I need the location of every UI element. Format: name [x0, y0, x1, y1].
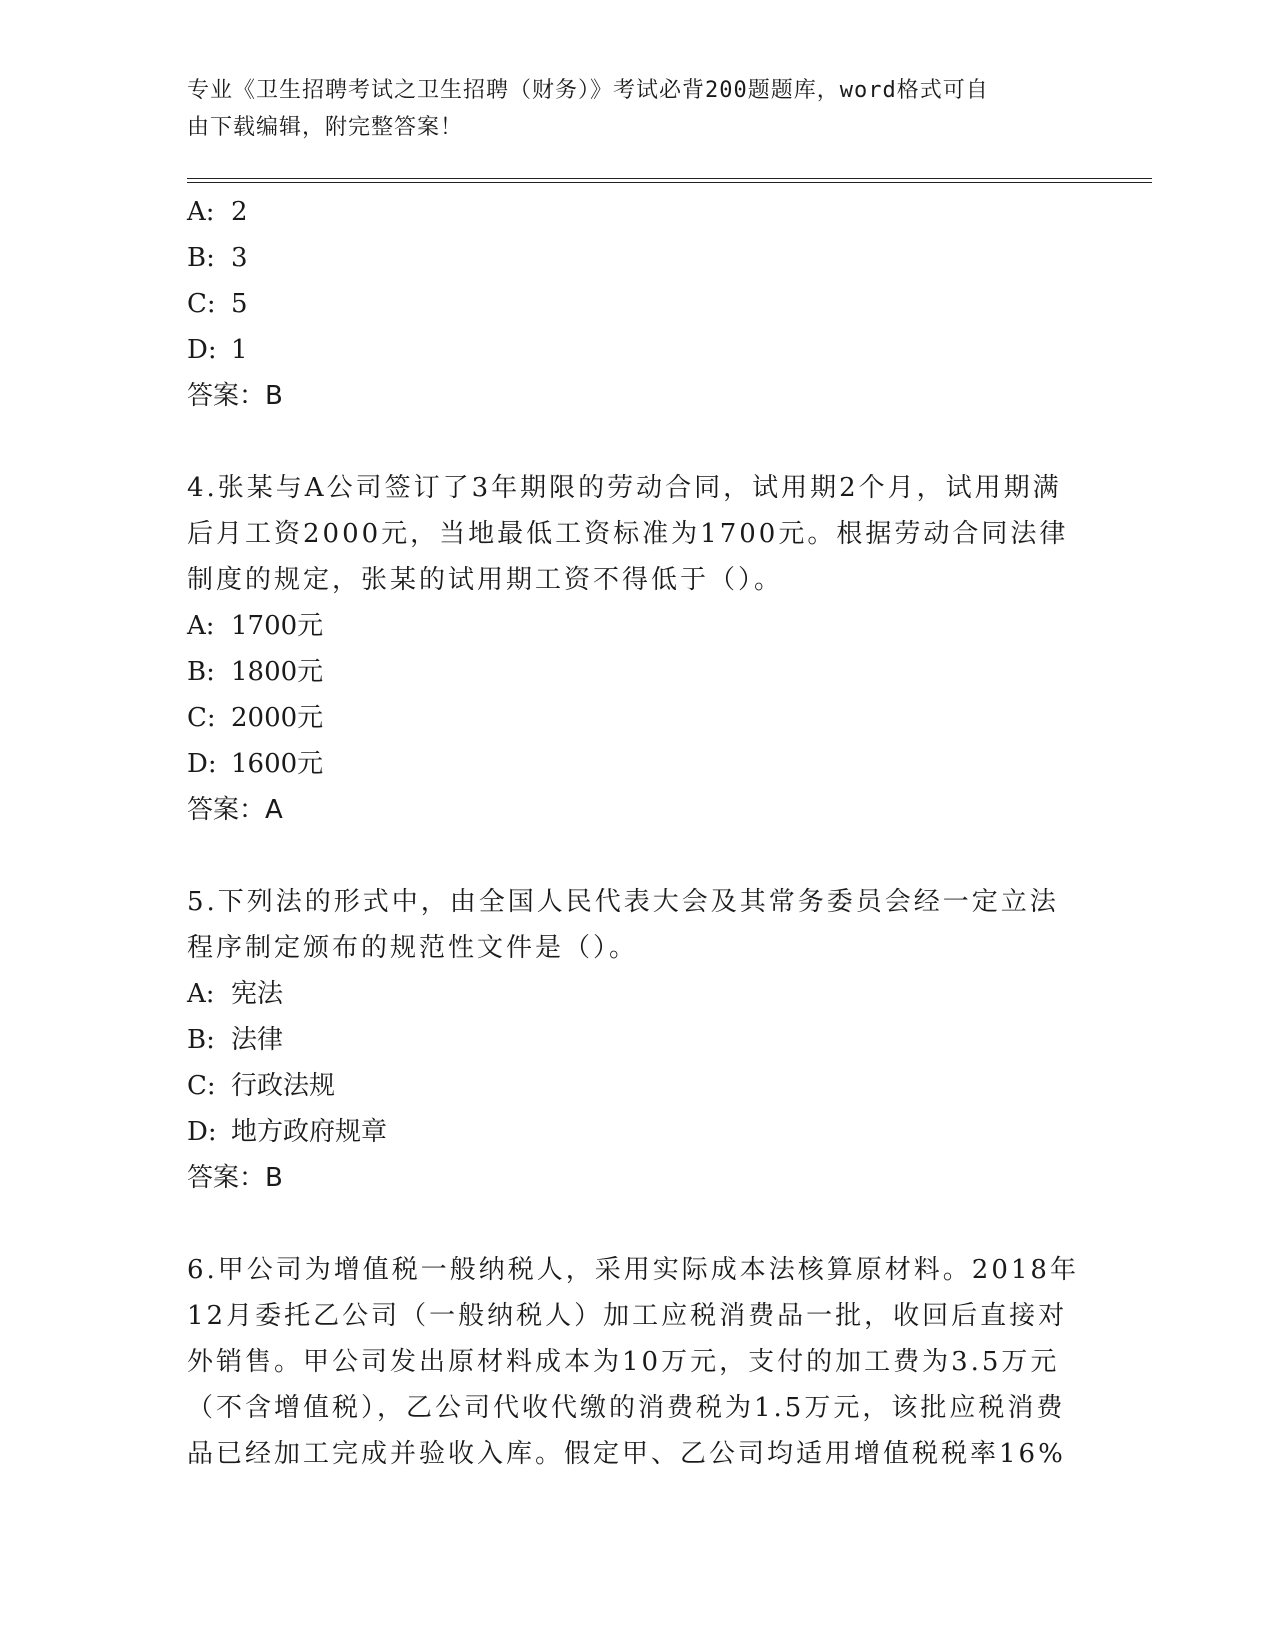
document-header [187, 72, 1067, 146]
option-c [187, 695, 1087, 741]
question-5 [187, 879, 1087, 1201]
answer: 答案：A [187, 795, 283, 825]
option-text: 2000元 [231, 703, 324, 733]
spacer [187, 1201, 1087, 1247]
option-a [187, 189, 1087, 235]
option-letter: C: [187, 289, 216, 319]
document-body [187, 189, 1087, 1477]
option-text: 地方政府规章 [231, 1117, 388, 1147]
option-letter: B: [187, 1025, 215, 1055]
option-d [187, 1109, 1087, 1155]
spacer [187, 419, 1087, 465]
question-6 [187, 1247, 1087, 1477]
option-d [187, 741, 1087, 787]
option-letter: C: [187, 703, 216, 733]
option-b [187, 1017, 1087, 1063]
option-text: 1700元 [231, 611, 324, 641]
spacer [187, 833, 1087, 879]
option-letter: B: [187, 243, 215, 273]
answer: 答案：B [187, 381, 283, 411]
question-text: 6.甲公司为增值税一般纳税人，采用实际成本法核算原材料。2018年12月委托乙公司（一般纳税人）加工应税消费品一批，收回后直接对外销售。甲公司发出原材料成本为10万元，支付的加工费为3.5万元（不含增值税），乙公司代收代缴的消费税为1.5万元，该批应税消费品已经加工完成并验收入库。假定甲、乙公司均适用增值税税率16% [187, 1255, 1079, 1469]
option-a [187, 971, 1087, 1017]
header-divider-top [187, 178, 1152, 179]
question-text: 4.张某与A公司签订了3年期限的劳动合同，试用期2个月，试用期满后月工资2000元，当地最低工资标准为1700元。根据劳动合同法律制度的规定，张某的试用期工资不得低于（）。 [187, 473, 1069, 595]
option-text: 宪法 [231, 979, 284, 1009]
option-a [187, 603, 1087, 649]
option-letter: D: [187, 749, 217, 779]
option-text: 1 [231, 335, 248, 365]
option-b [187, 649, 1087, 695]
option-text: 1800元 [231, 657, 324, 687]
question-3 [187, 189, 1087, 419]
question-4 [187, 465, 1087, 833]
option-text: 3 [231, 243, 248, 273]
header-divider-bottom [187, 182, 1152, 183]
option-letter: B: [187, 657, 215, 687]
option-letter: D: [187, 1117, 217, 1147]
option-text: 行政法规 [231, 1071, 336, 1101]
answer: 答案：B [187, 1163, 283, 1193]
option-d [187, 327, 1087, 373]
option-letter: A: [187, 979, 215, 1009]
option-text: 法律 [231, 1025, 284, 1055]
option-text: 1600元 [231, 749, 324, 779]
option-letter: D: [187, 335, 217, 365]
option-b [187, 235, 1087, 281]
option-text: 2 [231, 197, 248, 227]
header-title-line-2: 由下载编辑，附完整答案！ [187, 115, 464, 140]
option-letter: A: [187, 611, 215, 641]
header-title-line-1: 专业《卫生招聘考试之卫生招聘（财务）》考试必背200题题库，word格式可自 [187, 78, 989, 103]
option-c [187, 281, 1087, 327]
option-text: 5 [231, 289, 248, 319]
option-c [187, 1063, 1087, 1109]
question-text: 5.下列法的形式中，由全国人民代表大会及其常务委员会经一定立法程序制定颁布的规范性文件是（）。 [187, 887, 1059, 963]
option-letter: C: [187, 1071, 216, 1101]
option-letter: A: [187, 197, 215, 227]
